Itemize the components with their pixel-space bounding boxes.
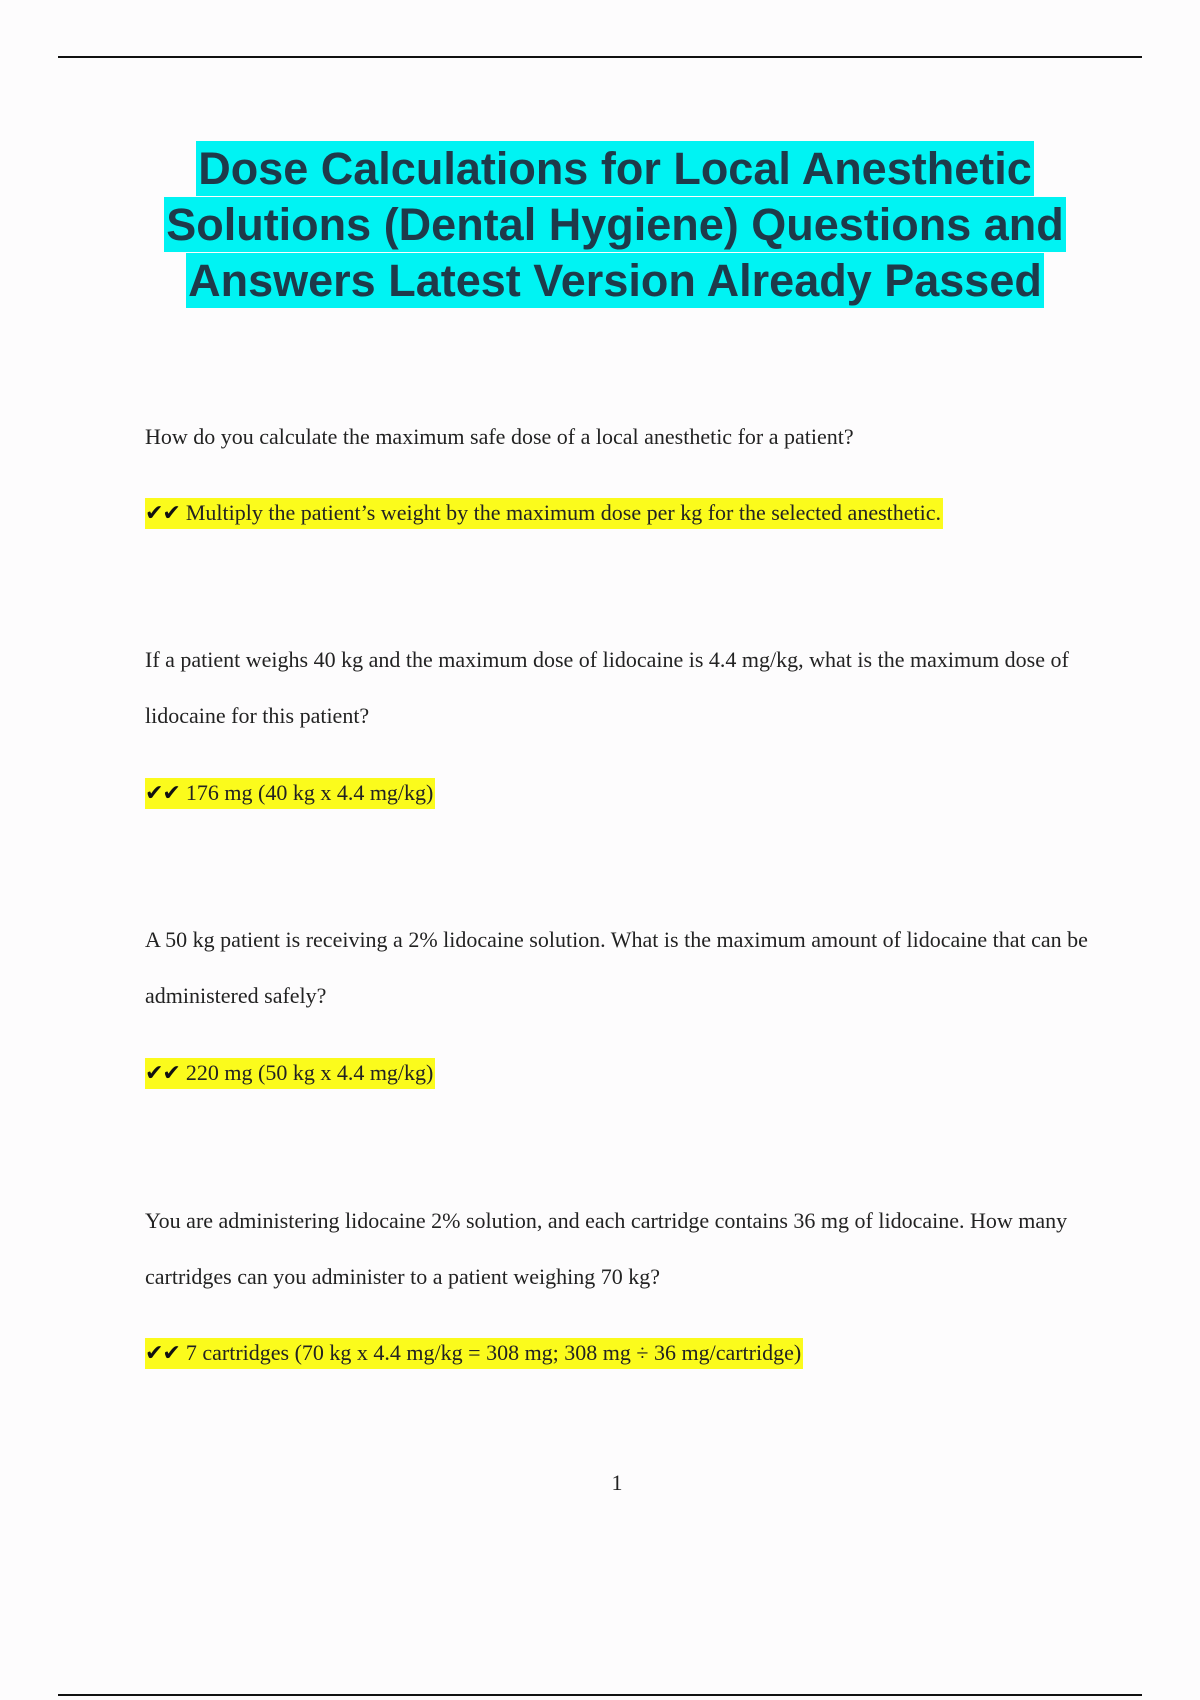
answer-3 — [145, 1058, 1105, 1089]
answer-3-text: 220 mg (50 kg x 4.4 mg/kg) — [185, 1060, 434, 1085]
question-4: You are administering lidocaine 2% solution, and each cartridge contains 36 mg of lidocaine. How many cartridges can you administer to a patient weighing 70 kg? — [145, 1208, 1068, 1289]
check-icon: ✔✔ — [145, 501, 180, 526]
answer-4 — [145, 1338, 1105, 1369]
answer-4-text: 7 cartridges (70 kg x 4.4 mg/kg = 308 mg; 308 mg ÷ 36 mg/cartridge) — [185, 1340, 802, 1365]
check-icon: ✔✔ — [145, 1341, 180, 1366]
answer-2-text: 176 mg (40 kg x 4.4 mg/kg) — [185, 780, 434, 805]
check-icon: ✔✔ — [145, 781, 180, 806]
answer-2 — [145, 778, 1105, 809]
question-1: How do you calculate the maximum safe dose of a local anesthetic for a patient? — [145, 424, 854, 449]
answer-block-2 — [145, 778, 1105, 809]
qa-item-2 — [145, 632, 1105, 744]
footer-rule — [58, 1694, 1142, 1696]
document-title — [145, 141, 1085, 309]
answer-block-4 — [145, 1338, 1105, 1369]
document-title-text: Dose Calculations for Local Anesthetic Solutions (Dental Hygiene) Questions and Answers Latest Version Already Passed — [166, 143, 1064, 306]
qa-item-1 — [145, 409, 1105, 465]
page-number: 1 — [611, 1470, 623, 1495]
answer-1-text: Multiply the patient’s weight by the maximum dose per kg for the selected anesthetic. — [185, 500, 942, 525]
qa-item-3 — [145, 912, 1105, 1024]
answer-block-3 — [145, 1058, 1105, 1089]
question-3: A 50 kg patient is receiving a 2% lidocaine solution. What is the maximum amount of lidocaine that can be administered safely? — [145, 927, 1088, 1008]
answer-1 — [145, 498, 1105, 529]
qa-item-4 — [145, 1193, 1105, 1305]
answer-block-1 — [145, 498, 1105, 529]
check-icon: ✔✔ — [145, 1061, 180, 1086]
question-2: If a patient weighs 40 kg and the maximum dose of lidocaine is 4.4 mg/kg, what is the maximum dose of lidocaine for this patient? — [145, 647, 1069, 728]
header-rule — [58, 56, 1142, 58]
